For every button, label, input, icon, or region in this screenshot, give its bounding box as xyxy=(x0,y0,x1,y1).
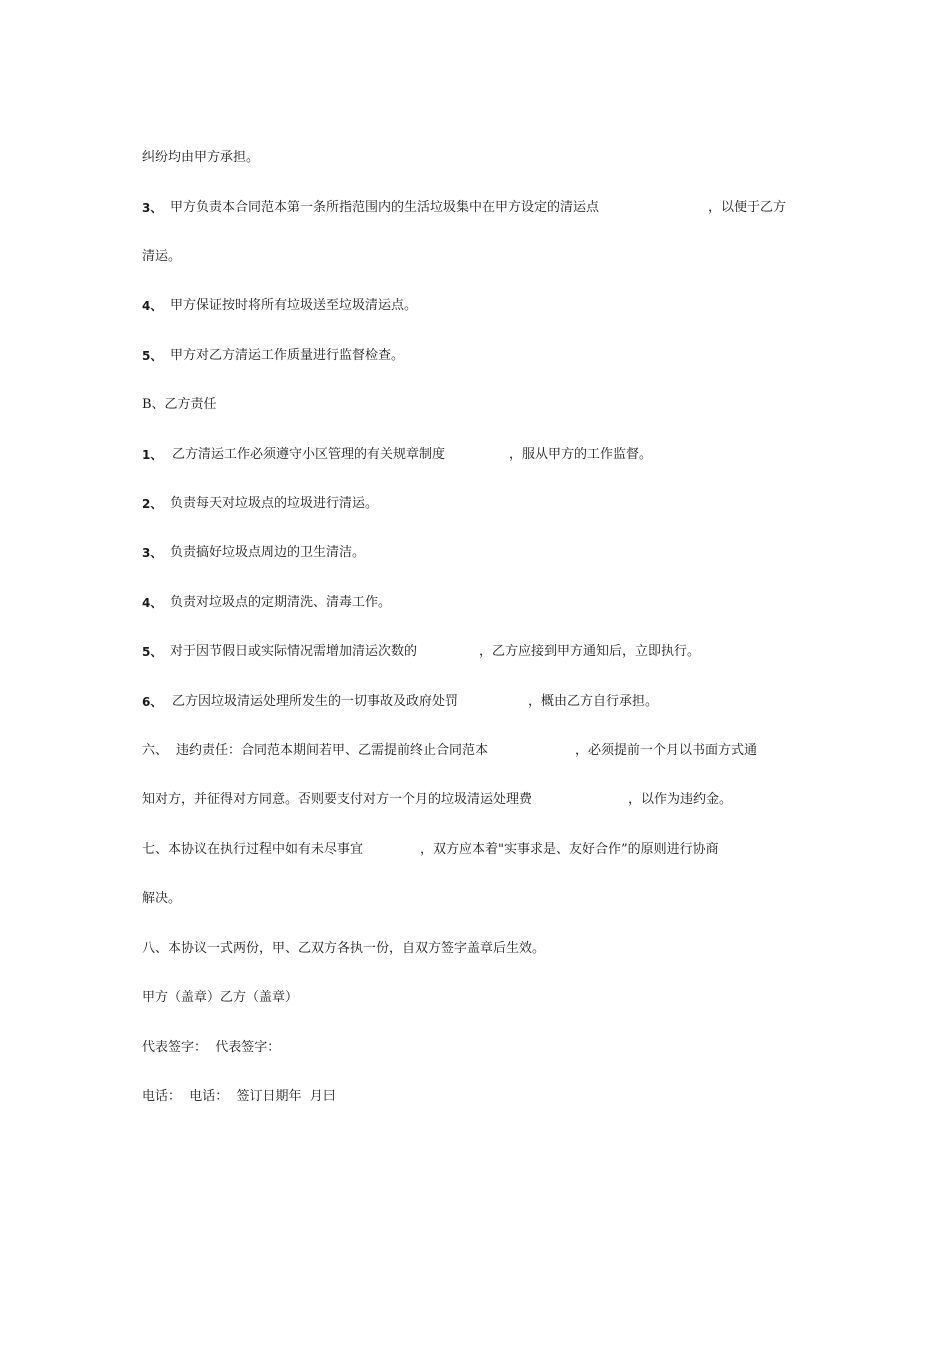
clause-text-cont: ，以便于乙方 xyxy=(708,200,787,215)
clause-number: 2、 xyxy=(142,497,163,511)
clause-number: 4、 xyxy=(142,596,163,610)
text: 解决。 xyxy=(142,891,182,906)
clause-text: 甲方对乙方清运工作质量进行监督检查。 xyxy=(170,348,405,363)
phone-date-labels: 电话： 电话： 签订日期年 月曰 xyxy=(142,1089,336,1104)
signature-line xyxy=(142,1039,280,1057)
section-heading-b xyxy=(142,396,217,414)
clause-number: 3、 xyxy=(142,546,163,560)
text: 纠纷均由甲方承担。 xyxy=(142,150,260,165)
clause-number: 5、 xyxy=(142,645,163,659)
section-text: 七、本协议在执行过程中如有未尽事宜 xyxy=(142,842,364,857)
clause-text: 负责搞好垃圾点周边的卫生清洁。 xyxy=(170,545,366,560)
section-text-cont: ，必须提前一个月以书面方式通 xyxy=(575,743,758,758)
section-text: 违约责任：合同范本期间若甲、乙需提前终止合同范本 xyxy=(176,743,489,758)
signature-labels: 代表签字： 代表签字： xyxy=(142,1040,281,1055)
text: 清运。 xyxy=(142,249,182,264)
section-eight xyxy=(142,940,545,958)
clause-text: 甲方负责本合同范本第一条所指范围内的生活垃圾集中在甲方设定的清运点 xyxy=(170,200,600,215)
clause-number: 5、 xyxy=(142,349,163,363)
seal-labels: 甲方（盖章）乙方（盖章） xyxy=(142,990,299,1005)
clause-text: 乙方因垃圾清运处理所发生的一切事故及政府处罚 xyxy=(172,694,459,709)
clause-number: 4、 xyxy=(142,299,163,313)
clause-text-cont: ，服从甲方的工作监督。 xyxy=(509,447,653,462)
clause-text: 乙方清运工作必须遵守小区管理的有关规章制度 xyxy=(172,447,446,462)
section-text-cont: ，双方应本着"实事求是、友好合作”的原则进行协商 xyxy=(420,842,719,857)
heading-text: B、乙方责任 xyxy=(142,397,217,412)
paragraph-line xyxy=(142,149,259,167)
clause-text: 负责每天对垃圾点的垃圾进行清运。 xyxy=(170,496,379,511)
clause-number: 1、 xyxy=(142,448,163,462)
paragraph-line xyxy=(142,890,181,908)
text-cont: ，以作为违约金。 xyxy=(628,792,733,807)
paragraph-line xyxy=(142,248,181,266)
text: 知对方，并征得对方同意。否则要支付对方一个月的垃圾清运处理费 xyxy=(142,792,533,807)
seal-line xyxy=(142,989,298,1007)
clause-number: 3、 xyxy=(142,201,163,215)
section-number: 六、 xyxy=(142,743,169,758)
clause-text: 对于因节假日或实际情况需增加清运次数的 xyxy=(170,644,418,659)
phone-date-line xyxy=(142,1088,336,1106)
clause-text: 甲方保证按时将所有垃圾送至垃圾清运点。 xyxy=(170,298,418,313)
clause-text-cont: ，概由乙方自行承担。 xyxy=(528,694,659,709)
clause-text-cont: ，乙方应接到甲方通知后，立即执行。 xyxy=(479,644,701,659)
section-text: 八、本协议一式两份，甲、乙双方各执一份，自双方签字盖章后生效。 xyxy=(142,941,546,956)
clause-text: 负责对垃圾点的定期清洗、清毒工作。 xyxy=(170,595,392,610)
clause-number: 6、 xyxy=(142,695,163,709)
